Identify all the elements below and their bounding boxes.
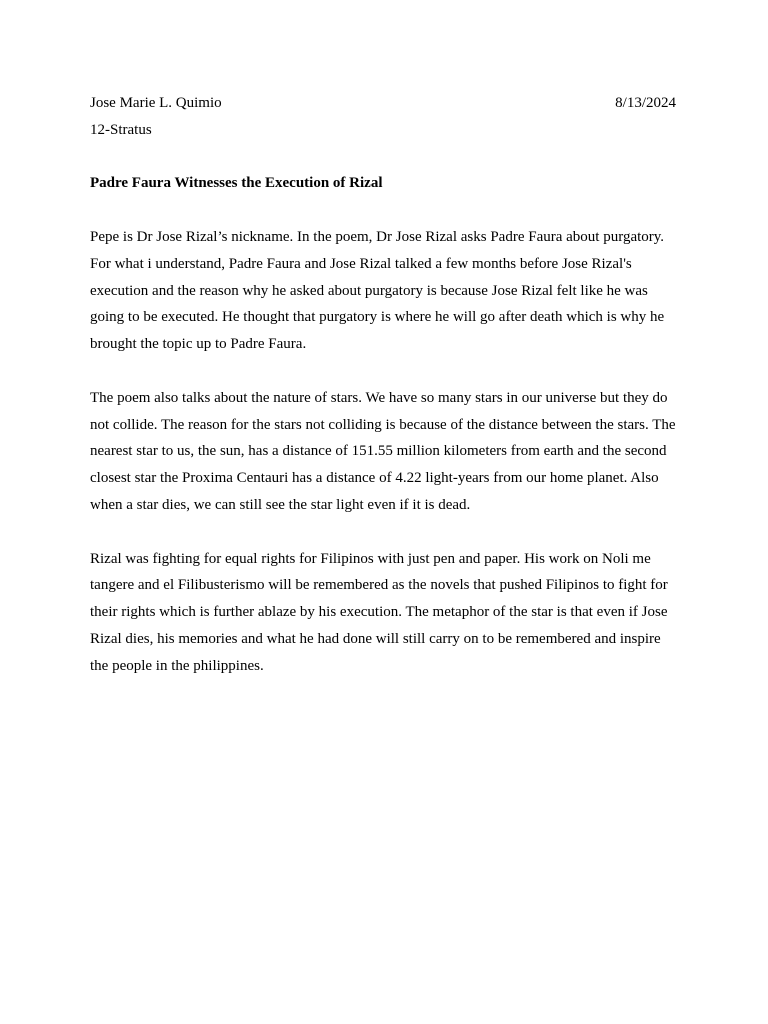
author-name: Jose Marie L. Quimio — [90, 95, 222, 111]
document-body — [90, 90, 676, 680]
paragraph-1: Pepe is Dr Jose Rizal’s nickname. In the poem, Dr Jose Rizal asks Padre Faura about purgatory. For what i understand, Padre Faura and Jose Rizal talked a few months before Jose Rizal's execution and the reason why he asked about purgatory is because Jose Rizal felt like he was going to be executed. He thought that purgatory is where he will go after death which is why he brought the topic up to Padre Faura. — [90, 228, 665, 353]
document-title: Padre Faura Witnesses the Execution of Rizal — [90, 175, 383, 192]
paragraph-2: The poem also talks about the nature of stars. We have so many stars in our universe but they do not collide. The reason for the stars not colliding is because of the distance between the stars. The nearest star to us, the sun, has a distance of 151.55 million kilometers from earth and the second closest star the Proxima Centauri has a distance of 4.22 light-years from our home planet. Also when a star dies, we can still see the star light even if it is dead. — [90, 389, 676, 513]
header-row — [90, 90, 676, 117]
paragraph-3: Rizal was fighting for equal rights for Filipinos with just pen and paper. His work on Noli me tangere and el Filibusterismo will be remembered as the novels that pushed Filipinos to fight for their rights which is further ablaze by his execution. The metaphor of the star is that even if Jose Rizal dies, his memories and what he had done will still carry on to be remembered and inspire the people in the philippines. — [90, 550, 668, 674]
document-date: 8/13/2024 — [615, 95, 676, 111]
class-section: 12-Stratus — [90, 121, 152, 138]
